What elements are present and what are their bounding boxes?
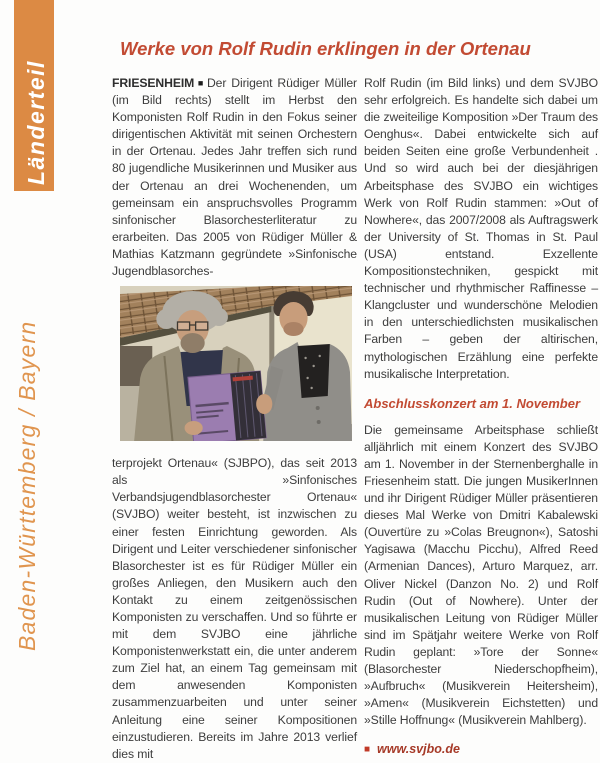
right-paragraph-2: Die gemeinsame Arbeitsphase schließt alljährlich mit einem Konzert des SVJBO am 1. November in der Sternenberghalle in Friesenheim statt. Die jungen MusikerInnen und ihr Dirigent Rüdiger Müller präsentieren dieses Mal Werke von Dmitri Kabalewski (Ouvertüre zu »Colas Breugnon«), Satoshi Yagisawa (Macchu Picchu), Alfred Reed (Armenian Dances), Arturo Marquez, arr. Oliver Nickel (Danzon No. 2) und Rolf Rudin (Out of Nowhere). Unter der musikalischen Leitung von Rüdiger Müller sind im Spätjahr weitere Werke von Rolf Rudin geplant: »Tore der Sonne« (Blasorchester Niederschopfheim), »Aufbruch« (Musikverein Heitersheim), »Amen« (Musikverein Eichstetten) und »Stille Hoffnung« (Musikverein Mahlberg). [364,422,598,728]
subheading: Abschlusskonzert am 1. November [364,395,581,411]
right-column [364,75,598,756]
article-title: Werke von Rolf Rudin erklingen in der Ortenau [120,38,531,59]
lead-paragraph [112,75,357,280]
link-bullet-icon: ■ [364,744,371,756]
weblink-row [364,742,598,756]
region-label: Baden-Württemberg / Bayern [14,320,40,651]
section-tab [14,0,54,191]
website-link[interactable]: www.svjbo.de [377,742,460,757]
section-label: Länderteil [23,60,49,185]
right-paragraph-1: Rolf Rudin (im Bild links) und dem SVJBO sehr erfolgreich. Es handelte sich dabei um die zweiteilige Komposition »Der Traum des Oenghus«. Dabei entwickelte sich auf beiden Seiten eine große Verbundenheit . Und so wird auch bei der diesjährigen Arbeitsphase des SVJBO ein wichtiges Werk von Rolf Rudin stammen: »Out of Nowhere«, das 2007/2008 als Auftragswerk der University of St. Thomas in St. Paul (USA) entstand. Exzellente Kompositionstechniken, gespickt mit technischer und rhythmischer Raffinesse – Klangcluster und wunderschöne Melodien in den unterschiedlichsten musikalischen Farben – geben der altirischen, mythologischen Erzählung eine perfekte musikalische Interpretation. [364,76,598,381]
article-photo [120,286,352,441]
dateline-bullet-icon: ■ [196,78,205,88]
lead-paragraph-text: Der Dirigent Rüdiger Müller (im Bild rechts) stellt im Herbst den Komponisten Rolf Rudin in den Fokus seiner dirigentischen Aktivität mit seinen Orchestern in der Ortenau. Jedes Jahr treffen sich rund 80 jugendliche Musikerinnen und Musiker aus der Ortenau an drei Wochenenden, um gemeinsam ein anspruchsvolles Programm sinfonischer Blasorchesterliteratur zu erarbeiten. Das 2005 von Rüdiger Müller & Mathias Katzmann gegründete »Sinfonische Jugendblasorches- [112,76,357,279]
left-column [112,75,357,763]
dateline: FRIESENHEIM [112,76,195,90]
continued-paragraph: terprojekt Ortenau« (SJBPO), das seit 2013 als »Sinfonisches Verbandsjugendblasorchester Ortenau« (SVJBO) weiter besteht, ist inzwischen zu einer festen Einrichtung geworden. Als Dirigent und Leiter verschiedener sinfonischer Blasorchester ist es für Rüdiger Müller ein großes Anliegen, den Musikern auch den Kontakt zu einem zeitgenössischen Komponisten zu verschaffen. Und so führte er mit dem SVJBO eine jährliche Komponistenwerkstatt ein, die unter anderem zum Ziel hat, an einem Tag gemeinsam mit dem anwesenden Komponisten zusammenzuarbeiten und unter seiner Anleitung eine seiner Kompositionen einzustudieren. Bereits im Jahre 2013 verlief dies mit [112,456,357,761]
